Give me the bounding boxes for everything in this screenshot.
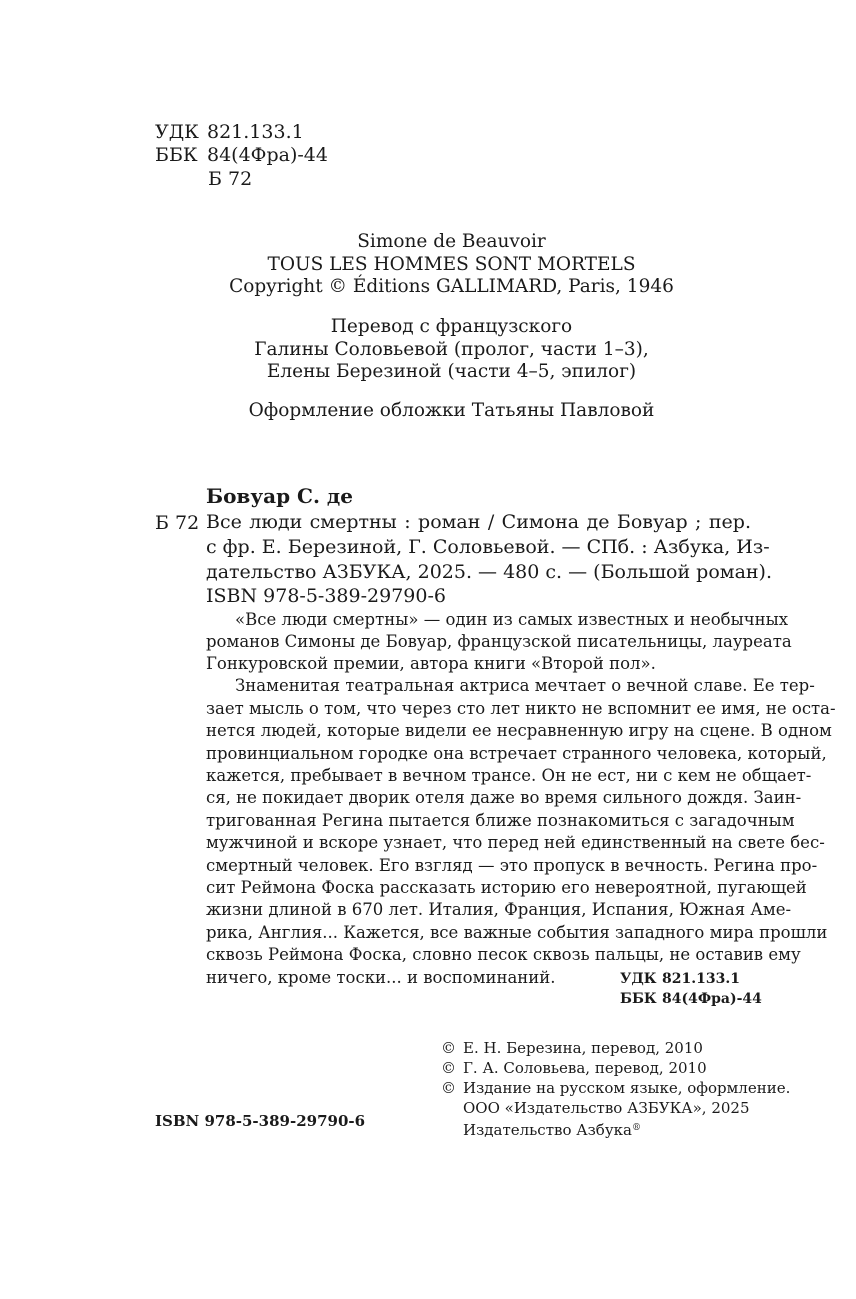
- annotation-p1-line: Гонкуровской премии, автора книги «Второй пол».: [206, 654, 656, 673]
- translation-line-1: Перевод с французского: [330, 316, 573, 337]
- catalog-line-1: Все люди смертны : роман / Симона де Бовуар ; пер.: [206, 511, 751, 533]
- copyright-line-4: ООО «Издательство АЗБУКА», 2025: [463, 1099, 750, 1117]
- copyright-line-5: Издательство Азбука: [463, 1121, 632, 1139]
- translation-credits: [155, 316, 748, 384]
- copyright-symbol: ©: [441, 1079, 456, 1097]
- bbk-code: [155, 144, 328, 166]
- annotation-p2-line: Знаменитая театральная актриса мечтает о вечной славе. Ее тер-: [235, 676, 815, 695]
- small-udk-value: 821.133.1: [662, 971, 740, 987]
- annotation-p2-line: зает мысль о том, что через сто лет никто не вспомнит ее имя, не оста-: [206, 699, 836, 718]
- annotation-p2-line: ся, не покидает дворик отеля даже во время сильного дождя. Заин-: [206, 788, 802, 807]
- original-title: TOUS LES HOMMES SONT MORTELS: [267, 253, 636, 275]
- udk-value: 821.133.1: [207, 121, 304, 143]
- translation-line-3: Елены Березиной (части 4–5, эпилог): [266, 361, 637, 382]
- registered-mark: ®: [631, 1123, 641, 1133]
- original-author: Simone de Beauvoir: [357, 231, 546, 252]
- cover-credit-text: Оформление обложки Татьяны Павловой: [248, 400, 655, 421]
- annotation-p2-line: провинциальном городке она встречает странного человека, который,: [206, 744, 827, 763]
- bbk-value: 84(4Фра)-44: [207, 144, 328, 166]
- annotation-p2-line: тригованная Регина пытается ближе познакомиться с загадочным: [206, 811, 795, 830]
- annotation-p2-line: сквозь Реймона Фоска, словно песок сквозь пальцы, не оставив ему: [206, 945, 801, 964]
- cover-credit: [155, 400, 748, 423]
- catalog-line-3: дательство АЗБУКА, 2025. — 480 с. — (Большой роман).: [206, 561, 773, 583]
- udk-label: УДК: [155, 121, 199, 143]
- small-classification: [620, 969, 762, 1009]
- translation-line-2: Галины Соловьевой (пролог, части 1–3),: [254, 338, 649, 360]
- annotation-p2-line: мужчиной и вскоре узнает, что перед ней единственный на свете бес-: [206, 833, 825, 852]
- catalog-author-heading: Бовуар С. де: [206, 484, 353, 508]
- annotation-p2-line: кажется, пребывает в вечном трансе. Он не ест, ни с кем не общает-: [206, 766, 812, 785]
- copyright-line-3: Издание на русском языке, оформление.: [463, 1079, 791, 1097]
- small-bbk-label: ББК: [620, 991, 657, 1007]
- original-edition-block: [155, 231, 748, 299]
- annotation-p2-line: нется людей, которые видели ее несравненную игру на сцене. В одном: [206, 721, 832, 740]
- annotation-p2-line: ничего, кроме тоски... и воспоминаний.: [206, 968, 556, 987]
- isbn-bottom: ISBN 978-5-389-29790-6: [155, 1112, 366, 1130]
- catalog-line-2: с фр. Е. Березиной, Г. Соловьевой. — СПб. : Азбука, Из-: [206, 536, 770, 558]
- annotation-p1-line: романов Симоны де Бовуар, французской писательницы, лауреата: [206, 632, 792, 651]
- small-bbk-value: 84(4Фра)-44: [662, 991, 762, 1007]
- copyright-block: [441, 1038, 790, 1140]
- udk-code: [155, 121, 304, 143]
- copyright-symbol: ©: [441, 1039, 456, 1057]
- copyright-line-1: Е. Н. Березина, перевод, 2010: [463, 1039, 703, 1057]
- copyright-line-2: Г. А. Соловьева, перевод, 2010: [463, 1059, 707, 1077]
- copyright-symbol: ©: [441, 1059, 456, 1077]
- annotation-p2-line: жизни длиной в 670 лет. Италия, Франция, Испания, Южная Аме-: [206, 900, 792, 919]
- small-udk-label: УДК: [620, 971, 657, 987]
- original-copyright: Copyright © Éditions GALLIMARD, Paris, 1946: [229, 276, 674, 297]
- bbk-label: ББК: [155, 144, 198, 166]
- annotation-p2-line: сит Реймона Фоска рассказать историю его невероятной, пугающей: [206, 878, 807, 897]
- annotation-p2-line: смертный человек. Его взгляд — это пропуск в вечность. Регина про-: [206, 856, 818, 875]
- author-sign: Б 72: [208, 168, 253, 190]
- catalog-code: Б 72: [155, 512, 200, 534]
- annotation-p1-line: «Все люди смертны» — один из самых известных и необычных: [235, 610, 789, 629]
- catalog-isbn: ISBN 978-5-389-29790-6: [206, 585, 446, 607]
- annotation-p2-line: рика, Англия... Кажется, все важные события западного мира прошли: [206, 923, 828, 942]
